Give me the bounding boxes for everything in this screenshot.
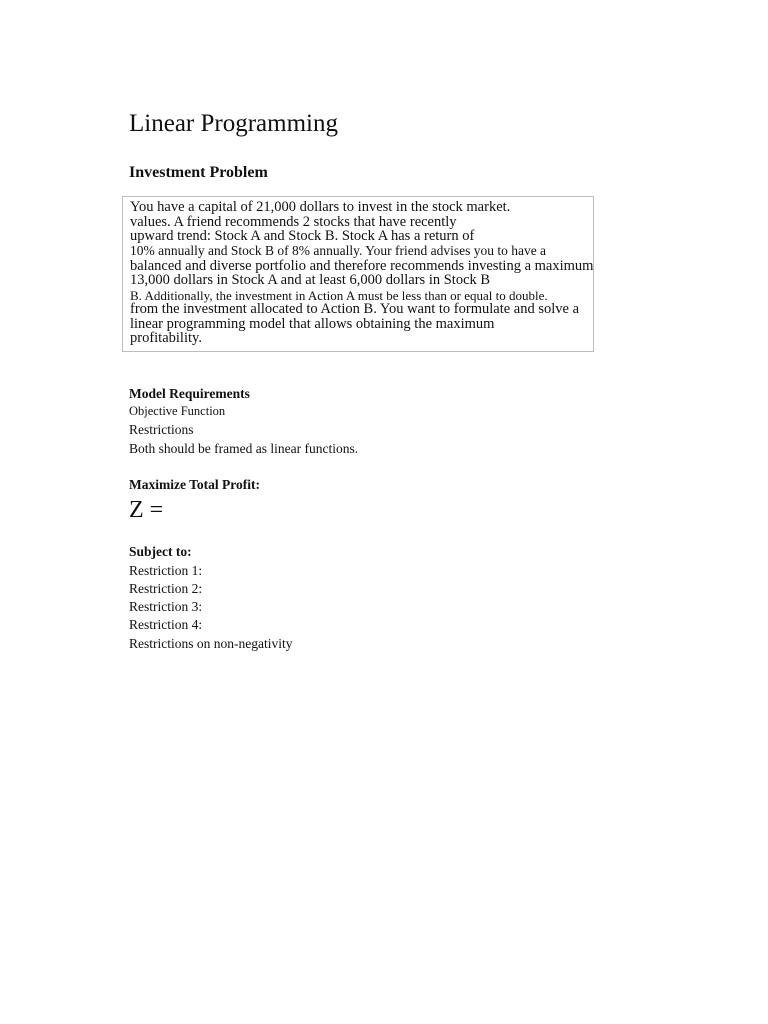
problem-line: upward trend: Stock A and Stock B. Stock A has a return of: [130, 228, 475, 244]
restriction-item: Restriction 3:: [129, 599, 203, 614]
restriction-item: Restriction 4:: [129, 617, 203, 632]
subject-to-heading: Subject to:: [129, 544, 192, 559]
restriction-item: Restriction 1:: [129, 563, 203, 578]
requirement-item: Restrictions: [129, 422, 194, 437]
objective-expression: Z =: [129, 497, 164, 523]
section-heading: Investment Problem: [129, 164, 268, 181]
problem-line: balanced and diverse portfolio and therefore recommends investing a maximum: [130, 258, 594, 274]
requirement-item: Objective Function: [129, 404, 226, 418]
maximize-heading: Maximize Total Profit:: [129, 477, 260, 492]
problem-line: from the investment allocated to Action B. You want to formulate and solve a: [130, 301, 580, 317]
problem-line: You have a capital of 21,000 dollars to invest in the stock market.: [130, 199, 511, 215]
requirement-note: Both should be framed as linear functions.: [129, 441, 359, 456]
model-requirements-heading: Model Requirements: [129, 386, 250, 401]
problem-line: values. A friend recommends 2 stocks that have recently: [130, 214, 457, 230]
restriction-item: Restriction 2:: [129, 581, 203, 596]
problem-line: linear programming model that allows obtaining the maximum: [130, 316, 495, 332]
problem-line: profitability.: [130, 330, 202, 346]
page-title: Linear Programming: [129, 110, 338, 137]
problem-line: 13,000 dollars in Stock A and at least 6,000 dollars in Stock B: [130, 272, 491, 288]
problem-line: 10% annually and Stock B of 8% annually. Your friend advises you to have a: [130, 243, 547, 258]
restriction-item: Restrictions on non-negativity: [129, 636, 293, 651]
problem-line: B. Additionally, the investment in Action A must be less than or equal to double.: [130, 288, 548, 303]
